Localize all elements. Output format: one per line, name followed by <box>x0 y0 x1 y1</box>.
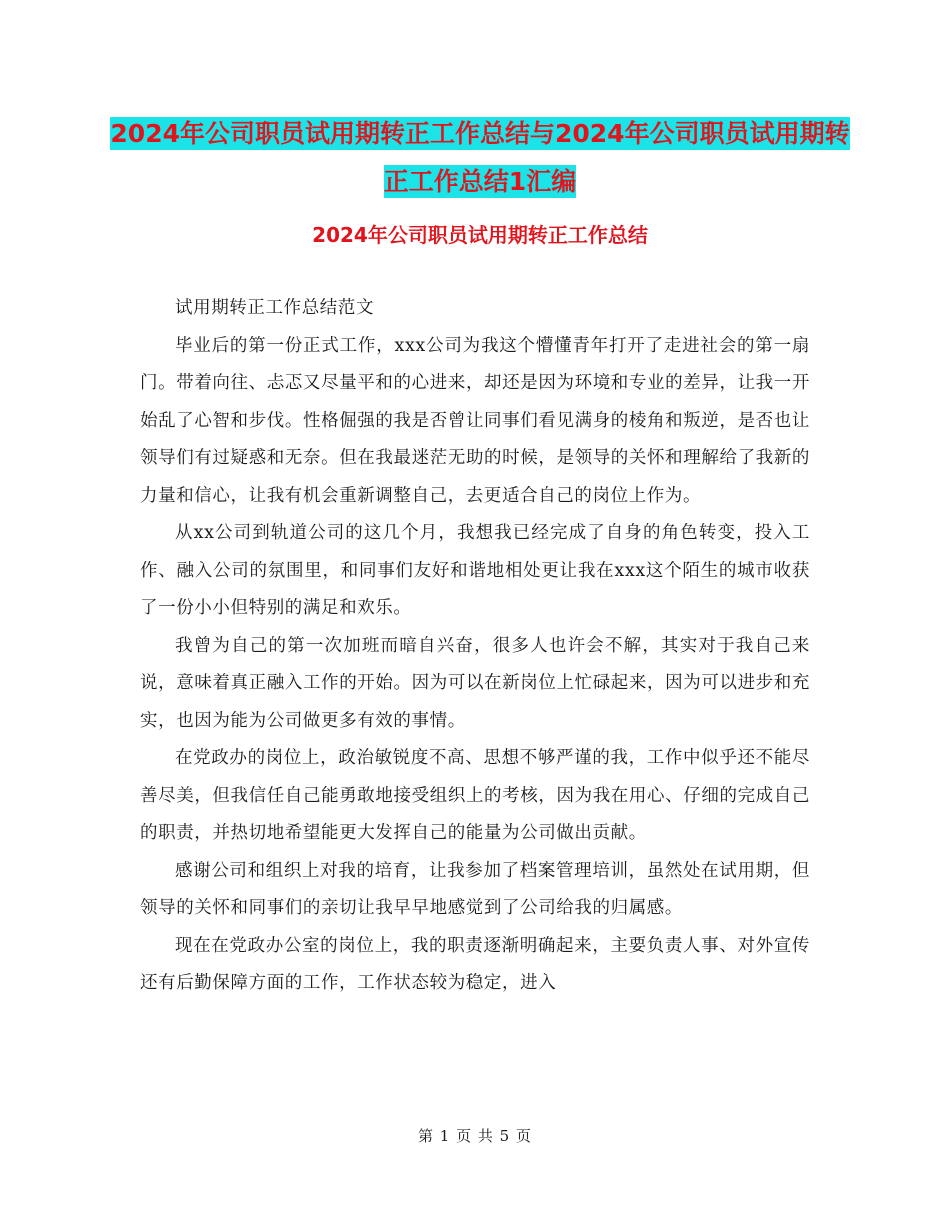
paragraph: 我曾为自己的第一次加班而暗自兴奋，很多人也许会不解，其实对于我自己来说，意味着真正融入工作的开始。因为可以在新岗位上忙碌起来，因为可以进步和充实，也因为能为公司做更多有效的事情。 <box>140 635 810 731</box>
paragraph: 从xx公司到轨道公司的这几个月，我想我已经完成了自身的角色转变，投入工作、融入公司的氛围里，和同事们友好和谐地相处更让我在xxx这个陌生的城市收获了一份小小但特别的满足和欢乐。 <box>140 523 810 618</box>
page-footer: 第 1 页 共 5 页 <box>418 1127 532 1145</box>
document-title-highlight: 2024年公司职员试用期转正工作总结与2024年公司职员试用期转正工作总结1汇编 <box>110 119 850 196</box>
paragraph: 现在在党政办公室的岗位上，我的职责逐渐明确起来，主要负责人事、对外宣传还有后勤保障方面的工作，工作状态较为稳定，进入 <box>140 935 810 993</box>
paragraph: 在党政办的岗位上，政治敏锐度不高、思想不够严谨的我，工作中似乎还不能尽善尽美，但我信任自己能勇敢地接受组织上的考核，因为我在用心、仔细的完成自己的职责，并热切地希望能更大发挥自己的能量为公司做出贡献。 <box>140 748 810 843</box>
paragraph: 毕业后的第一份正式工作，xxx公司为我这个懵懂青年打开了走进社会的第一扇门。带着向往、忐忑又尽量平和的心进来，却还是因为环境和专业的差异，让我一开始乱了心智和步伐。性格倔强的我是否曾让同事们看见满身的棱角和叛逆，是否也让领导们有过疑惑和无奈。但在我最迷茫无助的时候，是领导的关怀和理解给了我新的力量和信心，让我有机会重新调整自己，去更适合自己的岗位上作为。 <box>140 335 810 506</box>
paragraph: 试用期转正工作总结范文 <box>175 298 375 318</box>
document-body <box>140 290 810 1003</box>
paragraph: 感谢公司和组织上对我的培育，让我参加了档案管理培训，虽然处在试用期，但领导的关怀和同事们的亲切让我早早地感觉到了公司给我的归属感。 <box>140 860 810 918</box>
section-title: 2024年公司职员试用期转正工作总结 <box>312 223 648 247</box>
document-title <box>100 110 860 206</box>
